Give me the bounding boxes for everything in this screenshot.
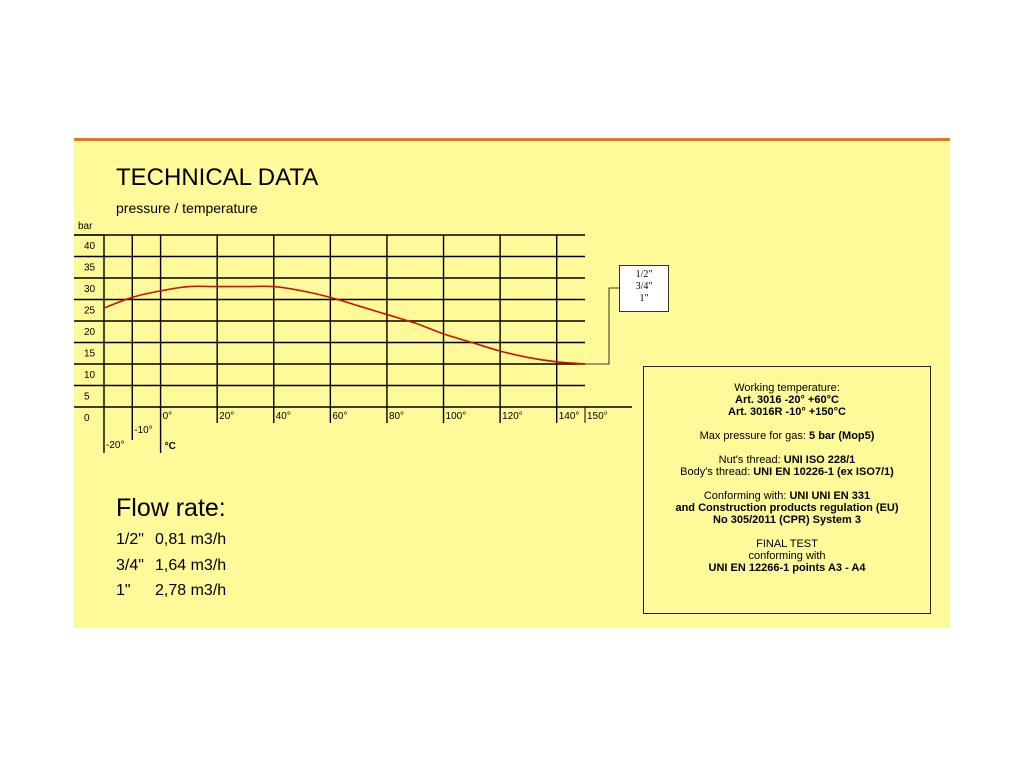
x-tick-label: 140° [558, 411, 580, 422]
max-pressure-block [644, 430, 930, 442]
flow-size: 1/2" [116, 531, 144, 548]
x-tick-label: 150° [587, 411, 608, 422]
flow-rate-row [116, 531, 226, 549]
nut-thread-line [644, 454, 930, 466]
nut-thread-value: UNI ISO 228/1 [783, 454, 856, 466]
max-pressure-line [644, 430, 930, 442]
flow-value: 2,78 m3/h [155, 582, 227, 599]
y-tick-label: 35 [84, 262, 96, 274]
y-tick-label: 0 [84, 413, 90, 424]
body-thread-line [644, 466, 930, 478]
flow-rate-row [116, 582, 226, 600]
thread-block [644, 454, 930, 478]
body-thread-value: UNI EN 10226-1 (ex ISO7/1) [753, 466, 894, 478]
conforming-value: UNI UNI EN 331 [789, 490, 871, 502]
legend-entry: 1" [639, 293, 649, 304]
x-tick-label: 100° [445, 411, 467, 422]
conforming-line [644, 490, 930, 502]
y-tick-label: 20 [84, 327, 96, 338]
final-test-block [644, 538, 930, 574]
y-axis-label: bar [78, 221, 93, 232]
max-pressure-label: Max pressure for gas: [699, 430, 806, 442]
y-tick-label: 25 [84, 305, 96, 317]
flow-value: 1,64 m3/h [155, 557, 227, 574]
flow-size: 3/4" [116, 557, 144, 574]
x-tick-label: 0° [162, 411, 173, 422]
flow-rate-row [116, 557, 226, 575]
flow-value: 0,81 m3/h [155, 531, 227, 548]
final-test-conforming: conforming with [748, 550, 826, 562]
conforming-label: Conforming with: [703, 490, 787, 502]
y-tick-label: 40 [84, 241, 96, 252]
cpr-line-1: and Construction products regulation (EU) [675, 502, 899, 514]
nut-thread-label: Nut's thread: [718, 454, 781, 466]
art-3016r-temp: Art. 3016R -10° +150°C [728, 406, 846, 418]
art-3016-temp: Art. 3016 -20° +60°C [735, 394, 839, 406]
x-tick-label: 20° [219, 411, 235, 422]
conformity-block [644, 490, 930, 526]
x-tick-label: 120° [502, 411, 523, 422]
max-pressure-value: 5 bar (Mop5) [809, 430, 875, 442]
x-tick-label: 40° [275, 411, 291, 422]
working-temp-label: Working temperature: [734, 382, 840, 394]
flow-size: 1" [116, 582, 131, 599]
final-test-standard: UNI EN 12266-1 points A3 - A4 [708, 562, 866, 574]
x-tick-label: 80° [388, 411, 405, 422]
y-tick-label: 5 [84, 391, 90, 403]
y-tick-label: 10 [84, 370, 96, 381]
flow-rate-title: Flow rate: [116, 494, 226, 522]
chart-legend [619, 265, 669, 312]
legend-entry: 1/2" [635, 269, 653, 280]
body-thread-label: Body's thread: [680, 466, 751, 478]
y-tick-label: 30 [84, 284, 96, 295]
x-tick-label: 60° [332, 411, 348, 422]
working-temperature-block [644, 382, 930, 418]
final-test-title: FINAL TEST [756, 538, 818, 550]
y-tick-label: 15 [84, 348, 96, 360]
specifications-box [643, 366, 931, 614]
cpr-line-2: No 305/2011 (CPR) System 3 [713, 514, 861, 526]
page-title: TECHNICAL DATA [116, 164, 319, 191]
x-tick-label: -20° [106, 440, 125, 451]
legend-entry: 3/4" [635, 281, 653, 292]
chart-subtitle: pressure / temperature [116, 200, 258, 216]
x-tick-label: -10° [134, 425, 153, 436]
x-axis-label: °C [164, 441, 176, 452]
